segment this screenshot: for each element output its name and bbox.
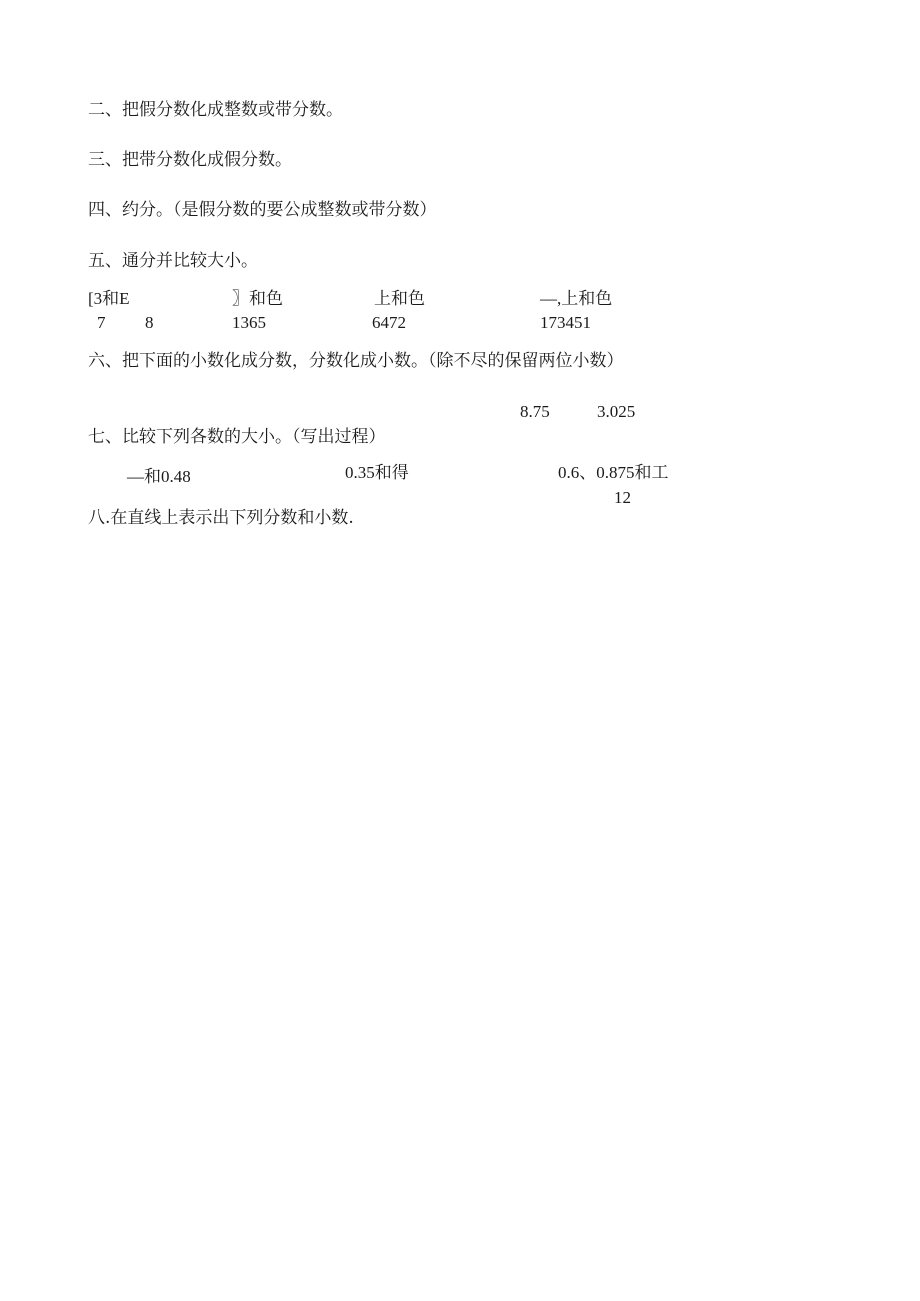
compare-item-3-sub: 12	[614, 488, 631, 507]
decimal-value-1: 8.75	[520, 402, 550, 421]
compare-pair-1-bottom-a: 7	[97, 313, 106, 332]
section-6-heading: 六、把下面的小数化成分数，分数化成小数。（除不尽的保留两位小数）	[88, 351, 624, 371]
compare-pair-2-top: 〗和色	[232, 289, 283, 308]
compare-pair-3-bottom: 6472	[372, 313, 406, 332]
compare-pair-4-top: —,上和色	[540, 289, 613, 308]
section-7-heading: 七、比较下列各数的大小。（写出过程）	[88, 427, 386, 447]
compare-pair-2-bottom: 1365	[232, 313, 266, 332]
decimal-value-2: 3.025	[597, 402, 636, 421]
compare-pair-1-top: [3和E	[88, 289, 130, 308]
section-5-heading: 五、通分并比较大小。	[88, 251, 258, 271]
section-4-heading: 四、约分。（是假分数的要公成整数或带分数）	[88, 200, 437, 220]
compare-pair-1-bottom-b: 8	[145, 313, 154, 332]
compare-pair-4-bottom: 173451	[540, 313, 591, 332]
compare-pair-3-top: 上和色	[374, 289, 425, 308]
section-3-heading: 三、把带分数化成假分数。	[88, 150, 292, 170]
section-2-heading: 二、把假分数化成整数或带分数。	[88, 100, 343, 120]
compare-item-2: 0.35和得	[345, 463, 409, 482]
section-8-heading: 八.在直线上表示出下列分数和小数.	[88, 508, 354, 528]
compare-item-3: 0.6、0.875和工	[558, 463, 669, 482]
compare-item-1: —和0.48	[127, 467, 191, 486]
